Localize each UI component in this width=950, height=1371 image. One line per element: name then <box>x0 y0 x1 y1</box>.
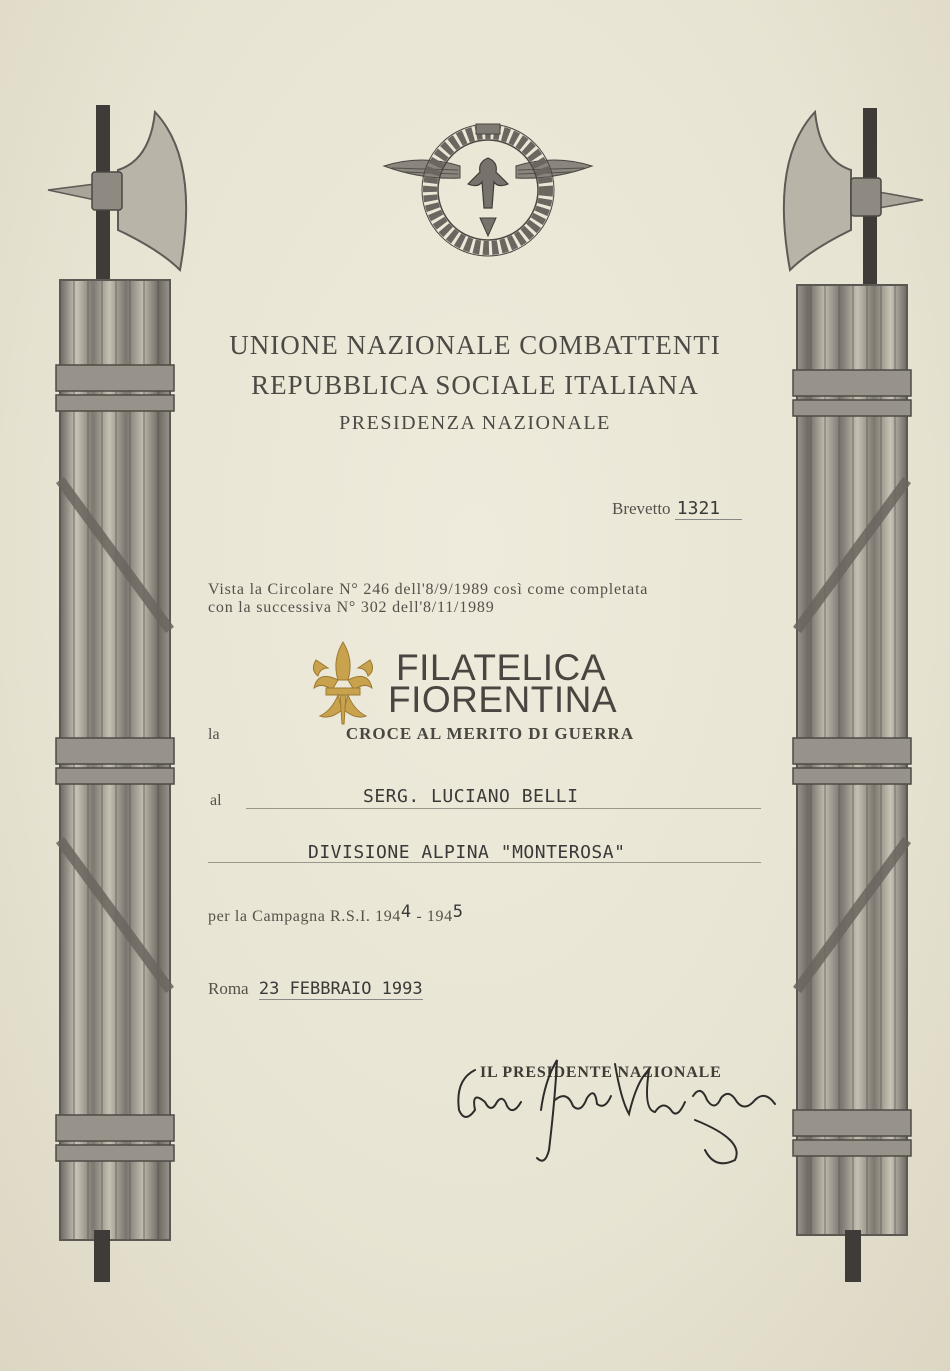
award-name: CROCE AL MERITO DI GUERRA <box>345 724 635 743</box>
signature-title: IL PRESIDENTE NAZIONALE <box>480 1064 722 1081</box>
campaign-text: per la Campagna R.S.I. 194 <box>208 908 401 925</box>
recipient-name: SERG. LUCIANO BELLI <box>363 786 579 807</box>
org-subtitle: PRESIDENZA NAZIONALE <box>339 412 611 434</box>
recipient-unit: DIVISIONE ALPINA "MONTEROSA" <box>308 842 626 863</box>
brevetto-line <box>612 498 742 519</box>
florentine-lily-icon <box>308 640 378 726</box>
watermark-line1: FILATELICA <box>396 647 606 688</box>
brevetto-label: Brevetto <box>612 499 671 518</box>
brevetto-number: 1321 <box>675 498 742 520</box>
campaign-dash: - 194 <box>411 908 453 925</box>
circular-line1: Vista la Circolare N° 246 dell'8/9/1989 così come completata <box>208 581 649 598</box>
right-fasces-decoration <box>775 100 925 1290</box>
campaign-start-digit: 4 <box>400 902 412 922</box>
recipient-fill-line <box>246 808 761 809</box>
recipient-label: al <box>210 792 222 809</box>
org-title-line2: REPUBBLICA SOCIALE ITALIANA <box>251 370 699 400</box>
campaign-end-digit: 5 <box>452 902 464 922</box>
campaign-line <box>208 902 464 926</box>
eagle-wreath-emblem-icon <box>382 118 594 258</box>
circular-line2: con la successiva N° 302 dell'8/11/1989 <box>208 599 495 616</box>
handwritten-signature <box>445 1040 785 1170</box>
date-value: 23 FEBBRAIO 1993 <box>258 979 423 999</box>
circular-reference <box>208 581 768 617</box>
award-label: la <box>208 726 220 743</box>
left-fasces-decoration <box>40 100 190 1290</box>
org-title-line1: UNIONE NAZIONALE COMBATTENTI <box>229 330 721 360</box>
watermark-line2: FIORENTINA <box>388 679 618 720</box>
filatelica-fiorentina-watermark <box>308 640 653 726</box>
date-line <box>208 979 423 999</box>
date-label: Roma <box>208 979 249 998</box>
